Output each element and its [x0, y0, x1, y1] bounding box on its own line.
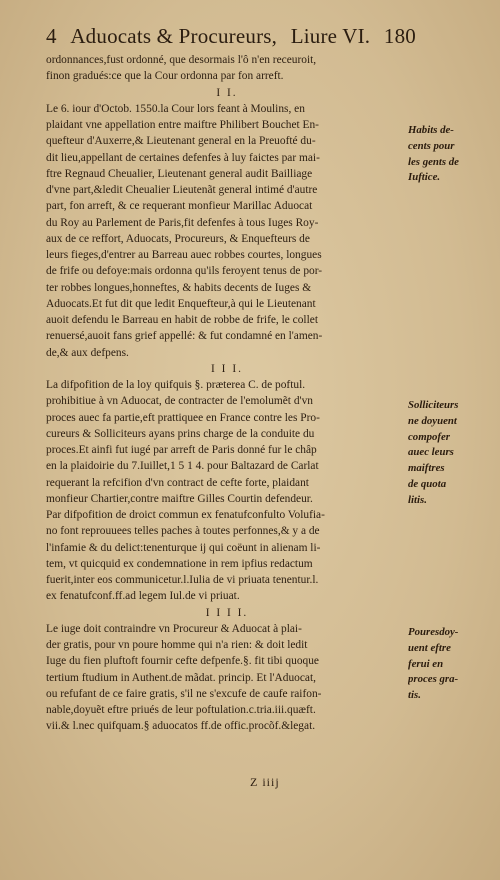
text-line: Le 6. iour d'Octob. 1550.la Cour lors feant à Moulins, en — [46, 102, 305, 115]
text-line: ter robbes longues,honneftes, & habits decents de Iuges & — [46, 281, 312, 294]
running-header — [46, 24, 416, 49]
text-line: ex fenatufconf.ff.ad legem Iul.de vi priuat. — [46, 590, 240, 603]
text-line: tem, vt quicquid ex condemnatione in rem ipfius redactum — [46, 557, 313, 570]
text-line: plaidant vne appellation entre maiftre Philibert Bouchet En- — [46, 119, 319, 131]
text-line: requerant la refcifion d'vn contract de cefte forte, plaidant — [46, 476, 309, 489]
margin-note-line: auec leurs — [408, 446, 454, 459]
margin-note-line: Habits de- — [408, 124, 454, 136]
text-line: en la plaidoirie du 7.Iuillet,1 5 1 4. pour Baltazard de Carlat — [46, 460, 319, 473]
margin-note-poures — [408, 625, 494, 704]
text-line: finon gradués:ce que la Cour ordonna par fon arreft. — [46, 70, 284, 83]
text-line: part, fon arreft, & ce requerant monfieur Marillac Aduocat — [46, 200, 313, 213]
text-line: leurs fieges,d'entrer au Barreau auec robbes courtes, longues — [46, 249, 322, 261]
text-line: cureurs & Solliciteurs ayans prins charge de la conduite du — [46, 427, 315, 440]
text-line: I I I. — [211, 362, 243, 375]
text-line: du Roy au Parlement de Paris,fit defenfes à tous Iuges Roy- — [46, 216, 319, 229]
book-number: Liure VI. — [290, 24, 371, 48]
margin-note-line: Solliciteurs — [408, 399, 459, 411]
text-line: proces auec fa partie,eft prattiquee en France contre les Pro- — [46, 411, 320, 424]
margin-note-line: compofer — [408, 430, 450, 443]
text-line: proces.Et ainfi fut iugé par arreft de Paris donné fur le châp — [46, 444, 317, 456]
margin-note-line: les gents de — [408, 155, 459, 168]
margin-note-habits — [408, 123, 494, 186]
text-line: Aduocats.Et fut dit que ledit Enquefteur,à qui le Lieutenant — [46, 297, 316, 310]
text-line: d'vne part,&ledit Cheualier Lieutenãt general intimé d'autre — [46, 184, 318, 196]
text-line: fuerit,inter eos communicetur.l.Iulia de vi priuata tenentur.l. — [46, 574, 319, 586]
text-line: de,& aux defpens. — [46, 346, 129, 359]
running-title: Aduocats & Procureurs, — [70, 24, 278, 48]
text-line: vii.& l.nec quifquam.§ aduocatos ff.de offic.procõf.&legat. — [46, 720, 316, 733]
text-line: ordonnances,fust ordonné, que desormais l'ô n'en receuroit, — [46, 54, 317, 66]
margin-note-line: Pouresdoy- — [408, 626, 459, 638]
text-line: ftre Regnaud Cheualier, Lieutenant general audit Bailliage — [46, 167, 313, 180]
text-line: Le iuge doit contraindre vn Procureur & Aduocat à plai- — [46, 622, 302, 635]
margin-note-line: Iuftice. — [408, 171, 441, 184]
page-number-left: 4 — [46, 24, 57, 48]
text-line: tertium ftudium in Authent.de mãdat. princip. Et l'Aduocat, — [46, 671, 316, 684]
text-line: nable,doyuẽt eftre priués de leur poftulation.c.tria.iii.quæft. — [46, 704, 316, 716]
margin-note-line: de quota — [408, 477, 447, 490]
text-line: Iuge du fien pluftoft fournir cefte defpenfe.§. fit tibi quoque — [46, 655, 319, 668]
signature-mark: Z iiij — [250, 775, 280, 789]
text-line: dit lieu,appellant de certaines defenfes à luy faictes par mai- — [46, 151, 320, 164]
text-line: aux de ce reffort, Aduocats, Procureurs, & Enquefteurs de — [46, 232, 310, 245]
text-line: de frife ou defoye:mais ordonna qu'ils feroyent tenus de por- — [46, 265, 323, 278]
margin-note-line: cents pour — [408, 139, 455, 152]
margin-note-line: litis. — [408, 493, 427, 506]
text-line: Par difpofition de droict commun ex fenatufconfulto Volufia- — [46, 509, 325, 521]
margin-note-line: maiftres — [408, 462, 445, 475]
text-line: quefteur d'Auxerre,& Lieutenant general en la Preuofté du- — [46, 135, 316, 148]
text-line: La difpofition de la loy quifquis §. præterea C. de poftul. — [46, 379, 306, 391]
text-line: monfieur Chartier,contre maiftre Gilles Courtin defendeur. — [46, 492, 313, 505]
body-text — [46, 52, 408, 735]
margin-note-line: tis. — [408, 689, 421, 702]
text-line: auoit defendu le Barreau en habit de robbe de frife, le collet — [46, 314, 318, 326]
margin-note-line: ne doyuent — [408, 414, 457, 427]
text-line: I I I I. — [205, 606, 249, 619]
margin-note-line: uent eftre — [408, 641, 451, 654]
margin-note-solliciteurs — [408, 398, 494, 509]
page-number-right: 180 — [383, 24, 416, 48]
margin-note-line: ferui en — [408, 657, 444, 670]
text-line: I I. — [216, 86, 238, 99]
text-line: ou refufant de ce faire gratis, s'il ne s'excufe de caufe raifon- — [46, 687, 322, 700]
text-line: no font reprouuees telles paches à toutes perfonnes,& y a de — [46, 525, 320, 538]
text-line: prohibitiue à vn Aduocat, de contracter de l'emolumẽt d'vn — [46, 395, 313, 408]
text-line: l'infamie & du delict:tenenturque ij qui coëunt in alienam li- — [46, 541, 321, 554]
margin-note-line: proces gra- — [408, 673, 459, 686]
text-line: der gratis, pour vn poure homme qui n'a rien: & doit ledit — [46, 639, 308, 651]
text-line: renuersé,auoit fans grief appellé: & fut condamné en l'amen- — [46, 330, 323, 343]
